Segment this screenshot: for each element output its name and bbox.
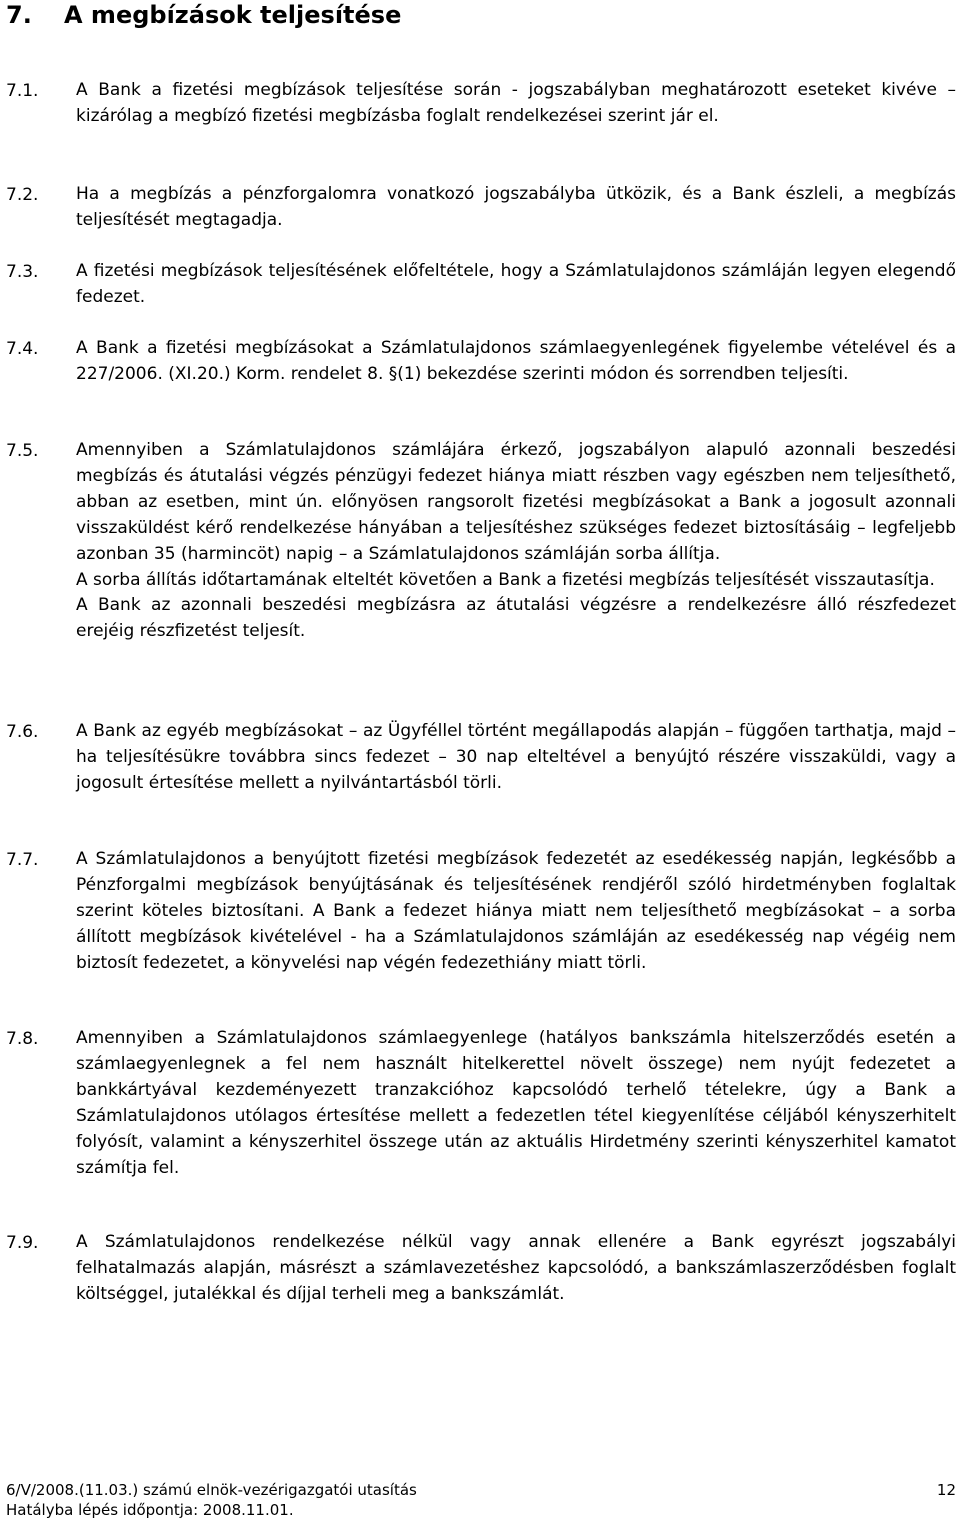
page-footer — [6, 1480, 956, 1520]
clause-7-5 — [0, 438, 960, 645]
clause-number: 7.3. — [6, 262, 39, 282]
clause-body — [76, 1026, 956, 1181]
clause-body — [76, 78, 956, 130]
clause-7-3 — [0, 259, 960, 311]
clause-body — [76, 182, 956, 234]
clause-body — [76, 1230, 956, 1308]
clause-7-4 — [0, 336, 960, 388]
clause-paragraph: Ha a megbízás a pénzforgalomra vonatkozó jogszabályba ütközik, és a Bank észleli, a megbízás teljesítését megtagadja. — [76, 184, 956, 230]
clause-7-9 — [0, 1230, 960, 1308]
clause-body — [76, 336, 956, 388]
clause-paragraph: A Bank az azonnali beszedési megbízásra az átutalási végzésre a rendelkezésre álló részfedezet erejéig részfizetést teljesít. — [76, 595, 956, 642]
clause-number: 7.4. — [6, 339, 39, 359]
heading-title: A megbízások teljesítése — [64, 1, 402, 29]
clause-7-2 — [0, 182, 960, 234]
clause-number: 7.9. — [6, 1233, 39, 1253]
clause-7-7 — [0, 847, 960, 977]
clause-number: 7.7. — [6, 850, 39, 870]
clause-body — [76, 259, 956, 311]
clause-number: 7.1. — [6, 81, 39, 101]
clause-paragraph: A Bank a fizetési megbízásokat a Számlatulajdonos számlaegyenlegének figyelembe vételével és a 227/2006. (XI.20.) Korm. rendelet 8. §(1) bekezdése szerinti módon és sorrendben teljesíti. — [76, 338, 956, 384]
clause-body — [76, 719, 956, 797]
clause-7-6 — [0, 719, 960, 797]
footer-document-id: 6/V/2008.(11.03.) számú elnök-vezérigazgatói utasítás — [6, 1481, 417, 1499]
clause-number: 7.8. — [6, 1029, 39, 1049]
clause-7-8 — [0, 1026, 960, 1181]
footer-page-number: 12 — [936, 1481, 956, 1499]
clause-body — [76, 438, 956, 645]
clause-number: 7.5. — [6, 441, 39, 461]
clause-paragraph: Amennyiben a Számlatulajdonos számlaegyenlege (hatályos bankszámla hitelszerződés esetén a számlaegyenlegnek a fel nem használt hitelkerettel növelt összege) nem nyújt fedezetet a bankkártyával kezdeményezett tranzakcióhoz kapcsolódó terhelő tételekre, úgy a Bank a Számlatulajdonos utólagos értesítése mellett a fedezetlen tétel kiegyenlítése céljából kényszerhitelt folyósít, valamint a kényszerhitel összege után az aktuális Hirdetmény szerinti kényszerhitel kamatot számítja fel. — [76, 1028, 956, 1178]
heading-number: 7. — [6, 1, 32, 29]
clause-paragraph: Amennyiben a Számlatulajdonos számlájára érkező, jogszabályon alapuló azonnali beszedési megbízás és átutalási végzés pénzügyi fedezet hiánya miatt részben vagy egészben nem teljesíthető, abban az esetben, mint ún. előnyösen rangsorolt fizetési megbízásokat a Bank a jogosult azonnali visszaküldést kérő rendelkezése hányában a teljesítéshez szükséges fedezet biztosításáig – legfeljebb azonban 35 (harmincöt) napig – a Számlatulajdonos számláján sorba állítja. — [76, 440, 956, 564]
clause-paragraph: A fizetési megbízások teljesítésének előfeltétele, hogy a Számlatulajdonos számláján legyen elegendő fedezet. — [76, 261, 956, 307]
clause-7-1 — [0, 78, 960, 130]
clause-paragraph: A Bank az egyéb megbízásokat – az Ügyféllel történt megállapodás alapján – függően tarthatja, majd – ha teljesítésükre továbbra sincs fedezet – 30 nap elteltével a benyújtó részére visszaküldi, vagy a jogosult értesítése mellett a nyilvántartásból törli. — [76, 721, 956, 793]
clause-paragraph: A Számlatulajdonos a benyújtott fizetési megbízások fedezetét az esedékesség napján, legkésőbb a Pénzforgalmi megbízások benyújtásának és teljesítésének rendjéről szóló hirdetményben foglaltak szerint köteles biztosítani. A Bank a fedezet hiánya miatt nem teljesíthető megbízásokat – a sorba állított megbízások kivételével - ha a Számlatulajdonos számláján az esedékesség nap végéig nem biztosít fedezetet, a könyvelési nap végén fedezethiány miatt törli. — [76, 849, 956, 973]
clause-paragraph: A sorba állítás időtartamának elteltét követően a Bank a fizetési megbízás teljesítését visszautasítja. — [76, 569, 935, 590]
clause-body — [76, 847, 956, 977]
clause-number: 7.6. — [6, 722, 39, 742]
section-heading — [6, 0, 401, 30]
clause-paragraph: A Számlatulajdonos rendelkezése nélkül vagy annak ellenére a Bank egyrészt jogszabályi felhatalmazás alapján, másrészt a számlavezetéshez kapcsolódó, a bankszámlaszerződésben foglalt költséggel, jutalékkal és díjjal terheli meg a bankszámlát. — [76, 1232, 956, 1304]
clause-paragraph: A Bank a fizetési megbízások teljesítése során - jogszabályban meghatározott eseteket kivéve – kizárólag a megbízó fizetési megbízásba foglalt rendelkezései szerint jár el. — [76, 80, 956, 126]
footer-effective-date: Hatályba lépés időpontja: 2008.11.01. — [6, 1501, 294, 1519]
footer-row — [6, 1480, 956, 1500]
clause-number: 7.2. — [6, 185, 39, 205]
